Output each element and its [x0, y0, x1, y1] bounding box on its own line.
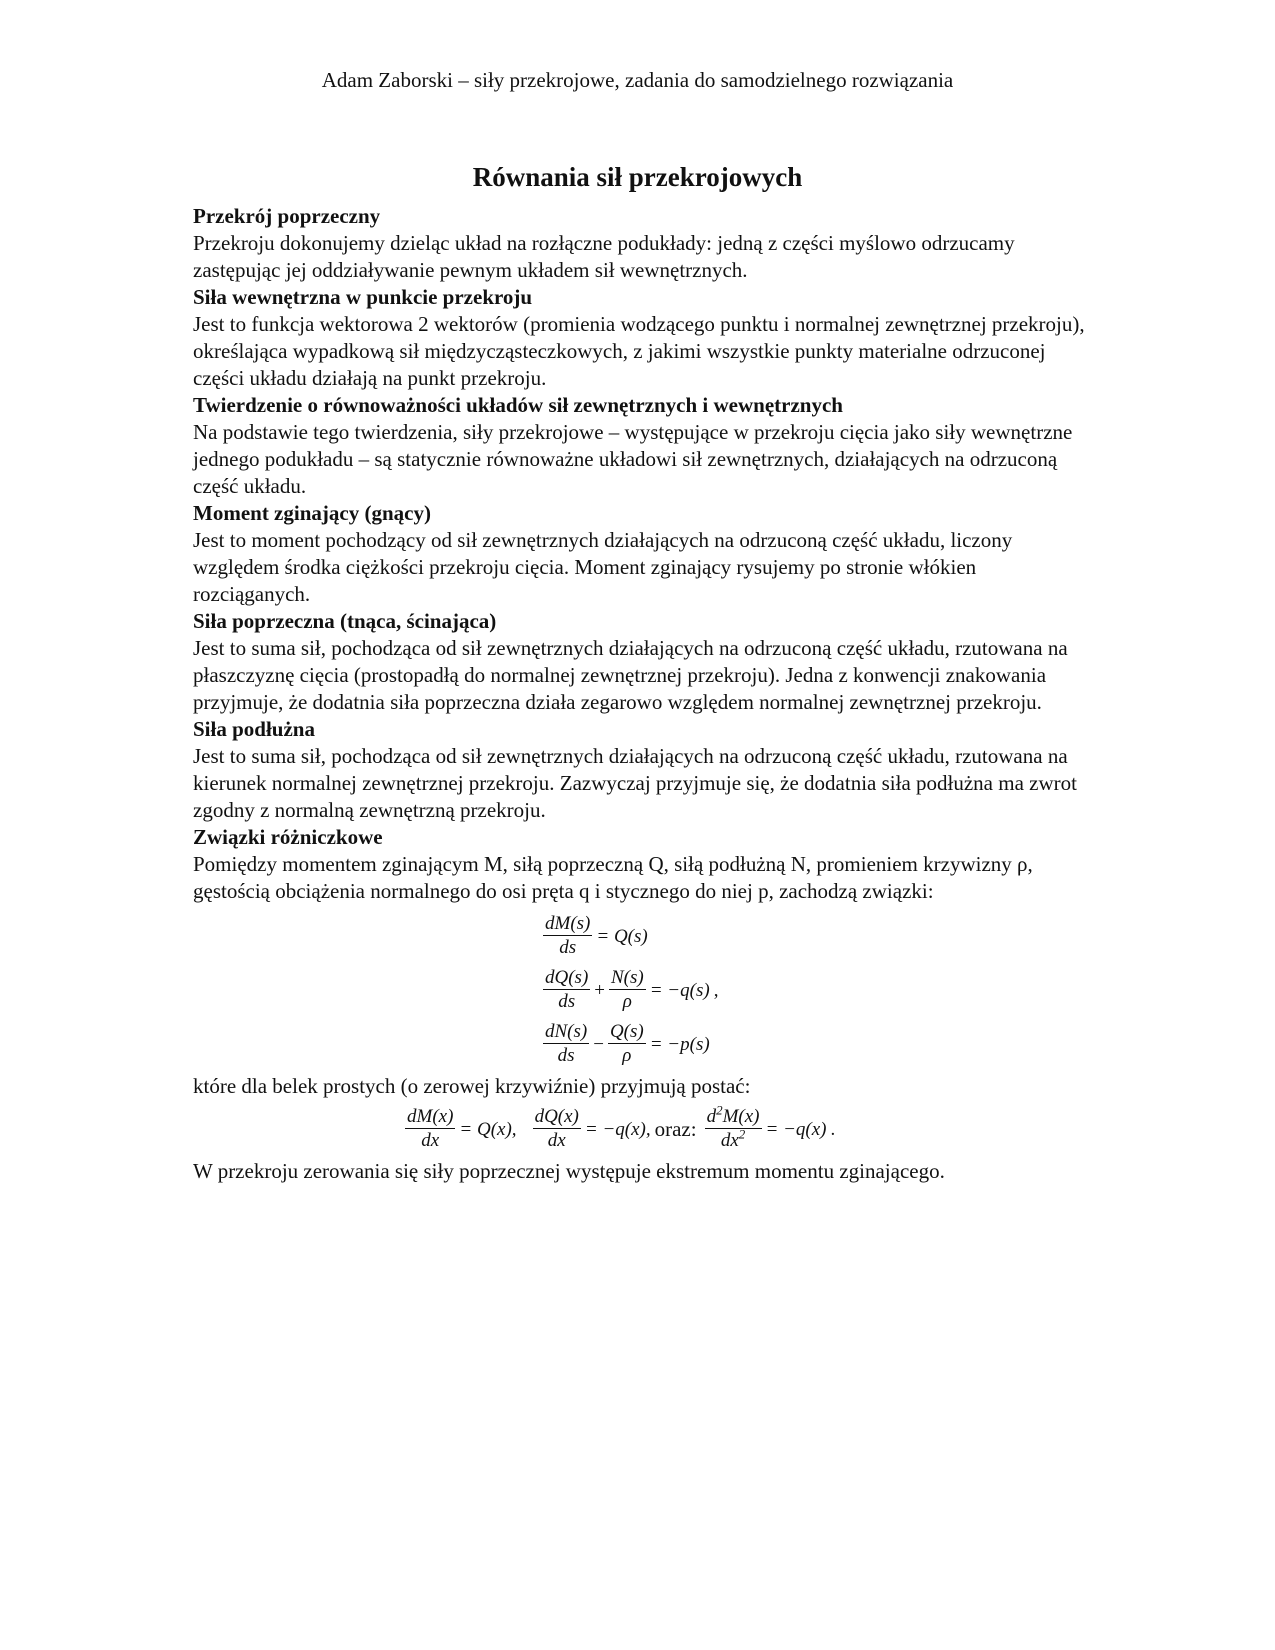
page-title: Równania sił przekrojowych — [472, 162, 803, 192]
section-heading: Twierdzenie o równoważności układów sił zewnętrznych i wewnętrznych — [193, 393, 843, 417]
denominator: dx — [547, 1129, 566, 1151]
beam-equations — [403, 1100, 1093, 1158]
equation-moment — [541, 909, 1093, 963]
equation-rhs: = Q(s) — [596, 925, 648, 947]
denominator: ρ — [622, 990, 632, 1012]
fraction — [609, 967, 646, 1014]
section-heading: Moment zginający (gnący) — [193, 501, 431, 525]
fraction — [705, 1102, 762, 1153]
denominator — [719, 1126, 747, 1153]
section-paragraph: Przekroju dokonujemy dzieląc układ na rozłączne podukłady: jedną z części myślowo odrzucamy zastępując jej oddziaływanie pewnym układem sił wewnętrznych. — [193, 231, 1015, 282]
punctuation: . — [830, 1118, 836, 1140]
numerator: dM(s) — [545, 912, 591, 934]
section-heading: Siła poprzeczna (tnąca, ścinająca) — [193, 609, 497, 633]
equation-rhs: = Q(x), — [459, 1118, 517, 1140]
fraction — [543, 967, 590, 1014]
section-paragraph: Pomiędzy momentem zginającym M, siłą poprzeczną Q, siłą podłużną N, promieniem krzywizny ρ, gęstością obciążenia normalnego do osi pręta q i stycznego do niej p, zachodzą związki: — [193, 852, 1033, 903]
section-paragraph: Na podstawie tego twierdzenia, siły przekrojowe – występujące w przekroju cięcia jako siły wewnętrzne jednego podukładu – są statycznie równoważne układowi sił zewnętrznych, działających na odrzuconą część układu. — [193, 420, 1073, 498]
document-body — [193, 203, 1093, 1185]
denominator: ρ — [622, 1044, 632, 1066]
equation-rhs: = −p(s) — [649, 1033, 710, 1055]
denominator: ds — [558, 990, 576, 1012]
operator: − — [593, 1033, 604, 1055]
numerator: dQ(x) — [534, 1105, 579, 1127]
equation-rhs: = −q(x), — [584, 1118, 651, 1140]
exponent: 2 — [738, 1126, 746, 1142]
punctuation: , — [713, 979, 719, 1001]
section-heading: Związki różniczkowe — [193, 825, 383, 849]
section-paragraph: Jest to suma sił, pochodząca od sił zewnętrznych działających na odrzuconą część układu, rzutowana na kierunek normalnej zewnętrznej przekroju. Zazwyczaj przyjmuje się, że dodatnia siła podłużna ma zwrot zgodny z normalną zewnętrzną przekroju. — [193, 744, 1077, 822]
section-heading: Siła wewnętrzna w punkcie przekroju — [193, 285, 533, 309]
numerator: N(s) — [611, 966, 644, 988]
fraction — [543, 913, 592, 960]
fraction — [405, 1106, 455, 1153]
section-paragraph: Jest to suma sił, pochodząca od sił zewnętrznych działających na odrzuconą część układu, rzutowana na płaszczyznę cięcia (prostopadłą do normalnej zewnętrznej przekroju). Jedna z konwencji znakowania przyjmuje, że dodatnia siła poprzeczna działa zegarowo względem normalnej zewnętrznej przekroju. — [193, 636, 1068, 714]
numerator-suffix: M(x) — [722, 1105, 760, 1127]
section-paragraph: Jest to funkcja wektorowa 2 wektorów (promienia wodzącego punktu i normalnej zewnętrznej przekroju), określająca wypadkową sił międzycząsteczkowych, z jakimi wszystkie punkty materialne odrzuconej części układu działają na punkt przekroju. — [193, 312, 1085, 390]
equation-rhs: = −q(x) — [765, 1118, 827, 1140]
denominator: dx — [421, 1129, 440, 1151]
numerator: Q(s) — [609, 1020, 644, 1042]
denominator-base: dx — [720, 1129, 739, 1151]
numerator-prefix: d — [706, 1105, 717, 1127]
section-paragraph: Jest to moment pochodzący od sił zewnętrznych działających na odrzuconą część układu, liczony względem środka ciężkości przekroju cięcia. Moment zginający rysujemy po stronie włókien rozciąganych. — [193, 528, 1013, 606]
fraction — [543, 1021, 589, 1068]
denominator: ds — [557, 1044, 575, 1066]
differential-equations — [541, 909, 1093, 1071]
section-heading: Przekrój poprzeczny — [193, 204, 381, 228]
numerator — [705, 1102, 762, 1129]
section-paragraph: W przekroju zerowania się siły poprzecznej występuje ekstremum momentu zginającego. — [193, 1159, 945, 1183]
equation-shear — [541, 963, 1093, 1017]
section-paragraph: które dla belek prostych (o zerowej krzywiźnie) przyjmują postać: — [193, 1074, 751, 1098]
equation-rhs: = −q(s) — [649, 979, 710, 1001]
exponent: 2 — [716, 1102, 723, 1118]
section-heading: Siła podłużna — [193, 717, 315, 741]
fraction — [533, 1106, 581, 1153]
fraction — [608, 1021, 646, 1068]
numerator: dQ(s) — [545, 966, 589, 988]
denominator: ds — [559, 936, 577, 958]
numerator: dN(s) — [545, 1020, 588, 1042]
conjunction-word: oraz: — [654, 1116, 697, 1141]
operator: + — [594, 979, 605, 1001]
numerator: dM(x) — [407, 1105, 454, 1127]
equation-axial — [541, 1017, 1093, 1071]
running-header: Adam Zaborski – siły przekrojowe, zadania do samodzielnego rozwiązania — [321, 68, 954, 92]
